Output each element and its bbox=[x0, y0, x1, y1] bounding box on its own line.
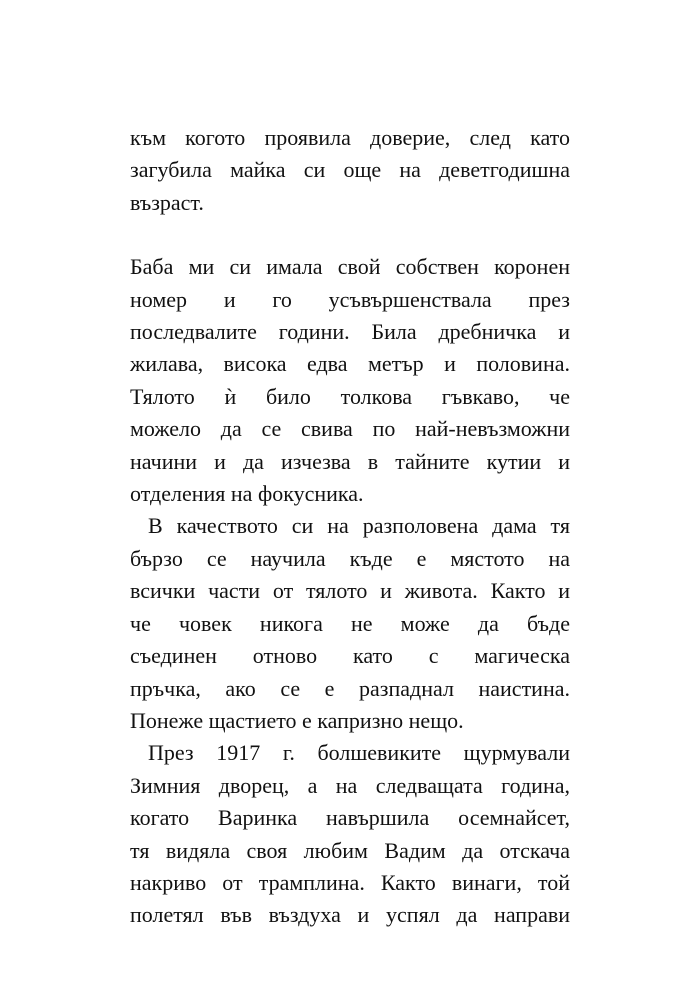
text-line: През 1917 г. болшевиките щурмували bbox=[148, 740, 570, 766]
paragraph-2 bbox=[130, 251, 570, 510]
text-line: номер и го усъвършенствала през bbox=[130, 286, 570, 312]
text-line: В качеството си на разполовена дама тя bbox=[148, 513, 570, 539]
text-line: пръчка, ако се е разпаднал наистина. bbox=[130, 675, 570, 701]
text-line: всички части от тялото и живота. Както и bbox=[130, 578, 570, 604]
text-line: когато Варинка навършила осемнайсет, bbox=[130, 805, 570, 831]
text-line: полетял във въздуха и успял да направи bbox=[130, 902, 570, 928]
text-line: бързо се научила къде е мястото на bbox=[130, 545, 570, 571]
text-line: можело да се свива по най-невъзможни bbox=[130, 416, 570, 442]
text-line: Зимния дворец, а на следващата година, bbox=[130, 772, 570, 798]
text-line: накриво от трамплина. Както винаги, той bbox=[130, 869, 570, 895]
paragraph-1 bbox=[130, 122, 570, 219]
text-line: че човек никога не може да бъде bbox=[130, 610, 570, 636]
text-line: тя видяла своя любим Вадим да отскача bbox=[130, 837, 570, 863]
text-line: Баба ми си имала свой собствен коронен bbox=[130, 254, 570, 280]
paragraph-3 bbox=[130, 510, 570, 737]
text-line: отделения на фокусника. bbox=[130, 481, 364, 507]
text-line: последвалите години. Била дребничка и bbox=[130, 319, 570, 345]
paragraph-4 bbox=[130, 737, 570, 931]
text-line: жилава, висока едва метър и половина. bbox=[130, 351, 570, 377]
text-line: загубила майка си още на деветгодишна bbox=[130, 157, 570, 183]
text-line: Тялото ѝ било толкова гъвкаво, че bbox=[130, 383, 570, 409]
text-line: Понеже щастието е капризно нещо. bbox=[130, 707, 464, 733]
text-line: начини и да изчезва в тайните кутии и bbox=[130, 448, 570, 474]
text-line: възраст. bbox=[130, 189, 204, 215]
text-line: съединен отново като с магическа bbox=[130, 643, 570, 669]
page-text bbox=[130, 122, 570, 932]
text-line: към когото проявила доверие, след като bbox=[130, 125, 570, 150]
